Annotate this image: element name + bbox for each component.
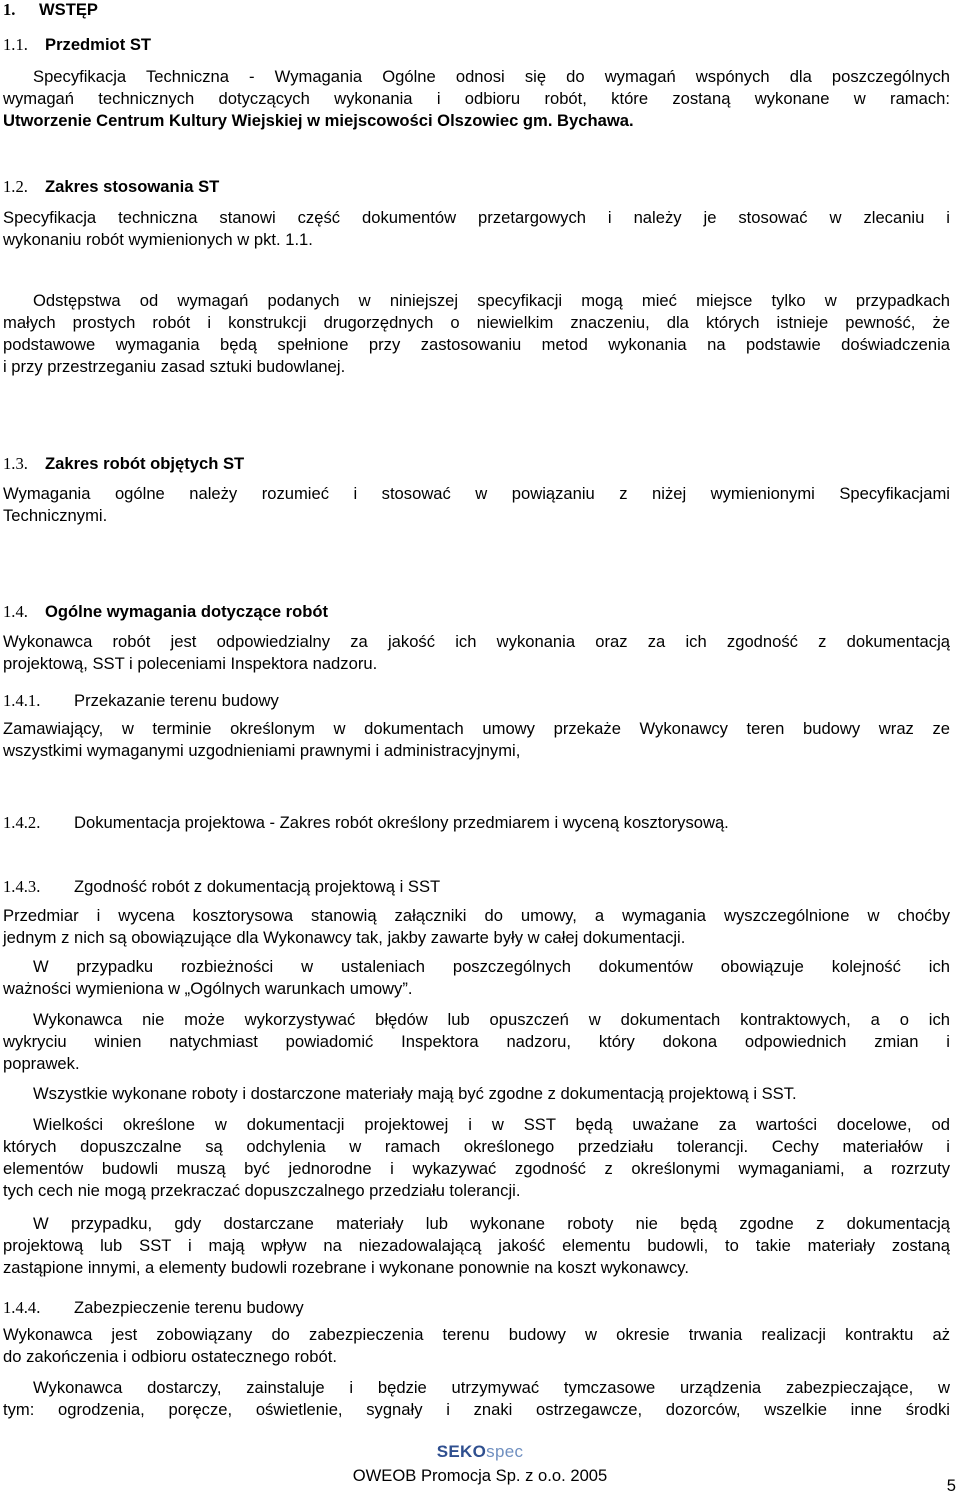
text-line: ważności wymieniona w „Ogólnych warunkach umowy”. xyxy=(3,979,413,998)
section-heading-1 xyxy=(3,0,98,21)
subsection-number: 1.1. xyxy=(3,35,28,54)
subsubsection-number: 1.4.1. xyxy=(3,691,41,710)
subsection-title: Zakres stosowania ST xyxy=(45,177,220,196)
subsubsection-heading-1-4-2 xyxy=(3,812,729,834)
text-line: wszystkimi wymaganymi uzgodnieniami prawnymi i administracyjnymi, xyxy=(3,741,521,760)
text-line: projektową lub SST i mają wpływ na niezadowalającą jakość elementu budowli, to takie materiały zostaną xyxy=(3,1236,950,1255)
paragraph-site-security-1 xyxy=(3,1324,950,1368)
logo-part-seko: SEKO xyxy=(436,1442,487,1461)
paragraph-subject xyxy=(3,66,950,132)
paragraph-scope xyxy=(3,207,950,251)
subsection-heading-1-4 xyxy=(3,601,328,623)
paragraph-compliance-2 xyxy=(3,956,950,1000)
paragraph-general-requirements xyxy=(3,631,950,675)
logo-part-spec: spec xyxy=(486,1442,524,1461)
paragraph-compliance-4 xyxy=(3,1083,950,1105)
page-number: 5 xyxy=(946,1476,956,1495)
text-line: tym: ogrodzenia, poręcze, oświetlenie, sygnały i znaki ostrzegawcze, dozorców, wszelkie inne środki xyxy=(3,1400,950,1419)
subsection-number: 1.3. xyxy=(3,454,28,473)
subsection-heading-1-1 xyxy=(3,34,151,56)
text-line: Wykonawca jest zobowiązany do zabezpieczenia terenu budowy w okresie trwania realizacji kontraktu aż xyxy=(3,1325,950,1344)
text-line: projektową, SST i poleceniami Inspektora nadzoru. xyxy=(3,654,378,673)
text-line: Przedmiar i wycena kosztorysowa stanowią załączniki do umowy, a wymagania wyszczególnione w choćby xyxy=(3,906,950,925)
text-line: Wykonawca dostarczy, zainstaluje i będzie utrzymywać tymczasowe urządzenia zabezpieczające, w xyxy=(33,1378,950,1397)
paragraph-works-scope xyxy=(3,483,950,527)
text-line: których dopuszczalne są odchylenia w ramach określonego przedziału tolerancji. Cechy materiałów i xyxy=(3,1137,950,1156)
text-line: Wykonawca robót jest odpowiedzialny za jakość ich wykonania oraz za ich zgodność z dokumentacją xyxy=(3,632,950,651)
subsubsection-title: Zgodność robót z dokumentacją projektową i SST xyxy=(74,877,441,896)
section-number: 1. xyxy=(3,0,16,19)
text-line: Wszystkie wykonane roboty i dostarczone materiały mają być zgodne z dokumentacją projektową i SST. xyxy=(33,1084,797,1103)
sekospec-logo xyxy=(0,1441,960,1463)
subsection-title: Zakres robót objętych ST xyxy=(45,454,245,473)
subsubsection-title: Zabezpieczenie terenu budowy xyxy=(74,1298,304,1317)
text-line: Specyfikacja techniczna stanowi część dokumentów przetargowych i należy je stosować w zlecaniu i xyxy=(3,208,950,227)
paragraph-deviations xyxy=(3,290,950,378)
text-line: wykryciu winien natychmiast powiadomić Inspektora nadzoru, który dokona odpowiednich zmian i xyxy=(3,1032,950,1051)
text-line: do zakończenia i odbioru ostatecznego robót. xyxy=(3,1347,337,1366)
subsubsection-number: 1.4.4. xyxy=(3,1298,41,1317)
text-line: Wymagania ogólne należy rozumieć i stosować w powiązaniu z niżej wymienionymi Specyfikacjami xyxy=(3,484,950,503)
text-line: W przypadku, gdy dostarczane materiały lub wykonane roboty nie będą zgodne z dokumentacją xyxy=(33,1214,950,1233)
text-line: Technicznymi. xyxy=(3,506,108,525)
subsubsection-number: 1.4.2. xyxy=(3,813,41,832)
subsubsection-title: Przekazanie terenu budowy xyxy=(74,691,279,710)
text-line: podstawowe wymagania będą spełnione przy zastosowaniu metod wykonania na podstawie doświadczenia xyxy=(3,335,950,354)
text-line: jednym z nich są obowiązujące dla Wykonawcy tak, jakby zawarte były w całej dokumentacji. xyxy=(3,928,686,947)
subsection-title: Ogólne wymagania dotyczące robót xyxy=(45,602,329,621)
subsubsection-heading-1-4-3 xyxy=(3,876,440,898)
footer-company: OWEOB Promocja Sp. z o.o. 2005 xyxy=(352,1466,608,1485)
paragraph-compliance-1 xyxy=(3,905,950,949)
text-line: Wielkości określone w dokumentacji projektowej i w SST będą uważane za wartości docelowe, od xyxy=(33,1115,950,1134)
text-line: poprawek. xyxy=(3,1054,80,1073)
text-line: Specyfikacja Techniczna - Wymagania Ogólne odnosi się do wymagań wspónych dla poszczególnych xyxy=(33,67,950,86)
paragraph-compliance-6 xyxy=(3,1213,950,1279)
paragraph-compliance-3 xyxy=(3,1009,950,1075)
text-line: i przy przestrzeganiu zasad sztuki budowlanej. xyxy=(3,357,346,376)
subsection-title: Przedmiot ST xyxy=(45,35,152,54)
subsubsection-number: 1.4.3. xyxy=(3,877,41,896)
subsection-number: 1.4. xyxy=(3,602,28,621)
text-line: W przypadku rozbieżności w ustaleniach poszczególnych dokumentów obowiązuje kolejność ich xyxy=(33,957,950,976)
subsubsection-heading-1-4-4 xyxy=(3,1297,304,1319)
subsubsection-title: Dokumentacja projektowa - Zakres robót określony przedmiarem i wyceną kosztorysową. xyxy=(74,813,729,832)
text-line: małych prostych robót i konstrukcji drugorzędnych o niewielkim znaczeniu, dla których istnieje pewność, że xyxy=(3,313,950,332)
text-line: elementów budowli muszą być jednorodne i wykazywać zgodność z określonymi wymaganiami, a rozrzuty xyxy=(3,1159,950,1178)
subsection-heading-1-2 xyxy=(3,176,219,198)
paragraph-site-security-2 xyxy=(3,1377,950,1421)
paragraph-compliance-5 xyxy=(3,1114,950,1202)
text-line: Zamawiający, w terminie określonym w dokumentach umowy przekaże Wykonawcy teren budowy wraz ze xyxy=(3,719,950,738)
text-line: Odstępstwa od wymagań podanych w niniejszej specyfikacji mogą mieć miejsce tylko w przypadkach xyxy=(33,291,950,310)
subsubsection-heading-1-4-1 xyxy=(3,690,279,712)
text-line: Utworzenie Centrum Kultury Wiejskiej w miejscowości Olszowiec gm. Bychawa. xyxy=(3,111,634,130)
text-line: zastąpione innymi, a elementy budowli rozebrane i wykonane ponownie na koszt wykonawcy. xyxy=(3,1258,689,1277)
paragraph-site-handover xyxy=(3,718,950,762)
text-line: Wykonawca nie może wykorzystywać błędów lub opuszczeń w dokumentach kontraktowych, a o ich xyxy=(33,1010,950,1029)
subsection-heading-1-3 xyxy=(3,453,244,475)
section-title: WSTĘP xyxy=(39,0,99,19)
subsection-number: 1.2. xyxy=(3,177,28,196)
text-line: wymagań technicznych dotyczących wykonania i odbioru robót, które zostaną wykonane w ramach: xyxy=(3,89,950,108)
text-line: wykonaniu robót wymienionych w pkt. 1.1. xyxy=(3,230,313,249)
text-line: tych cech nie mogą przekraczać dopuszczalnego przedziału tolerancji. xyxy=(3,1181,521,1200)
